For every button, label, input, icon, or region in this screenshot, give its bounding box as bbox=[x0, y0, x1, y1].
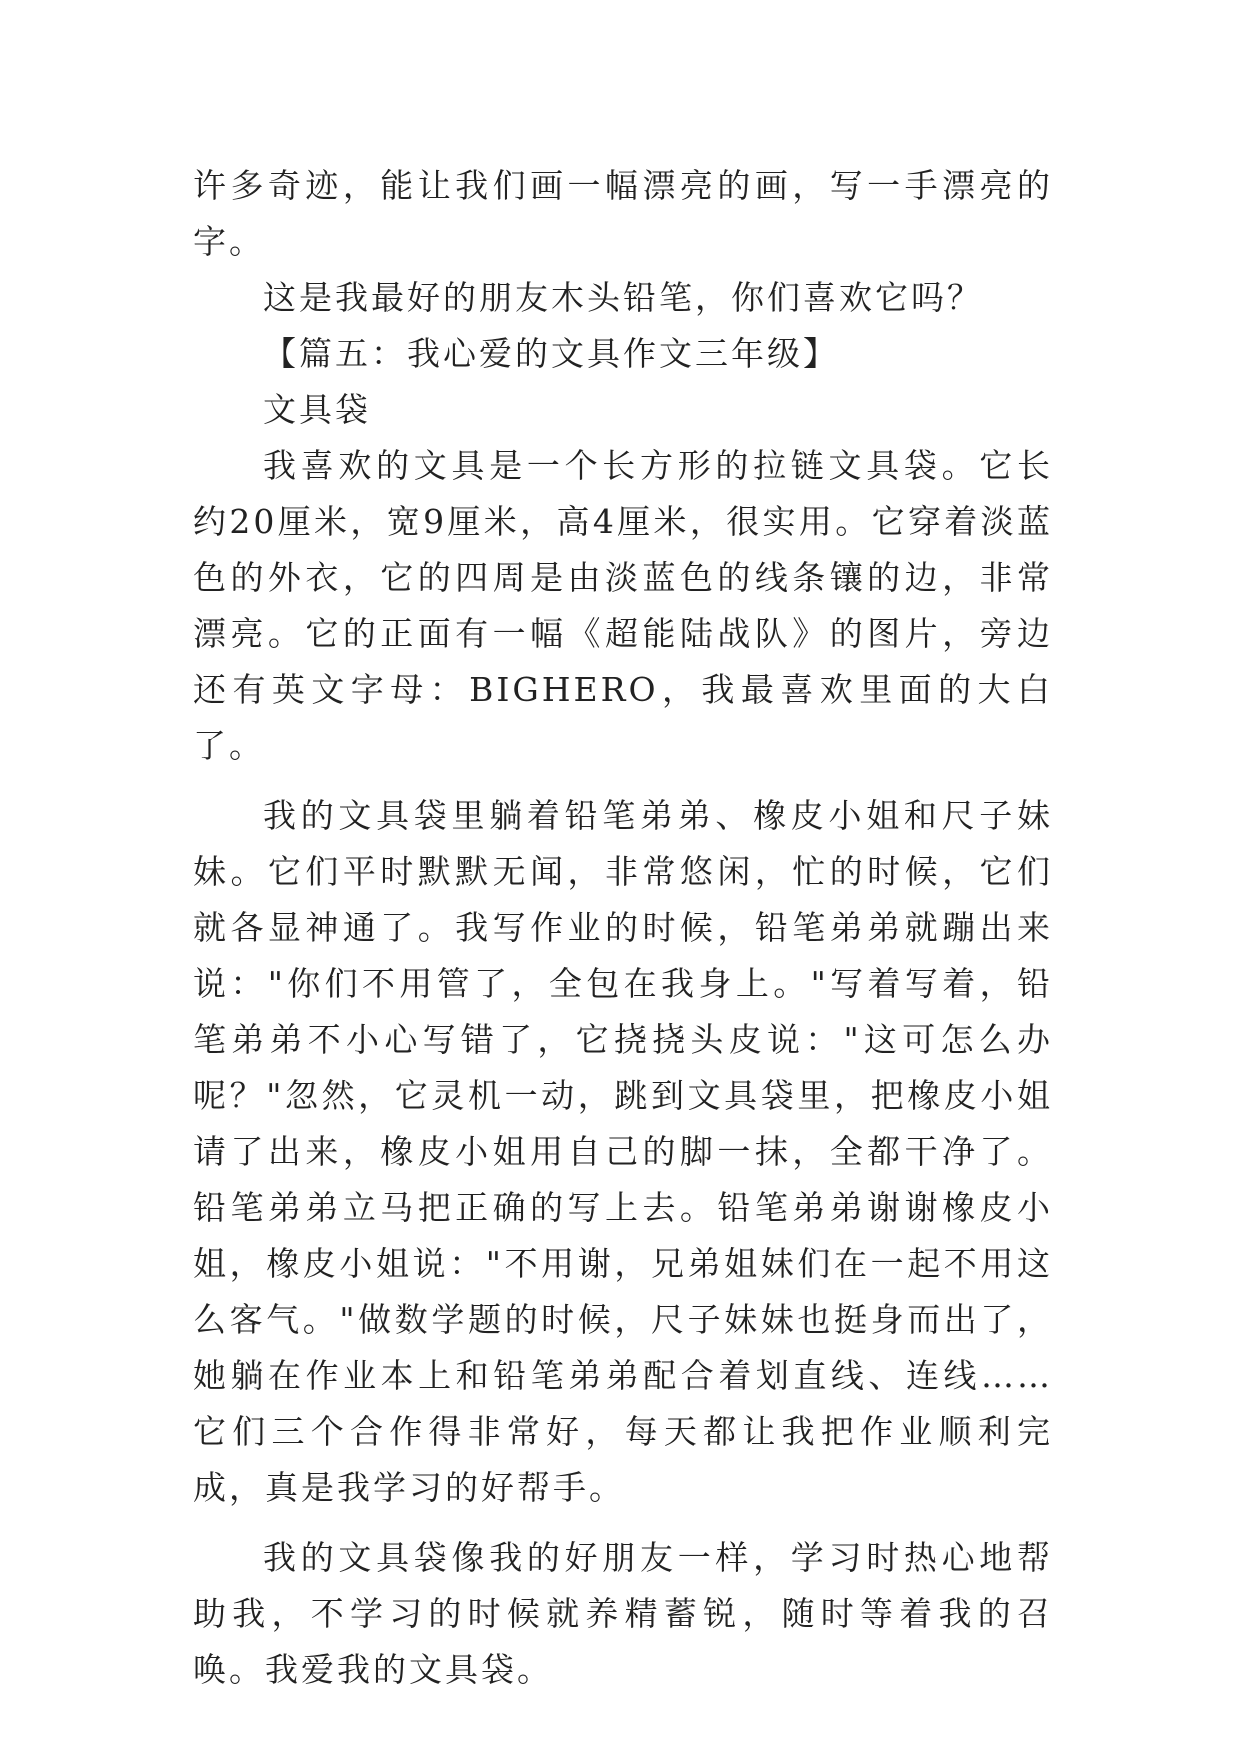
paragraph-story: 我的文具袋里躺着铅笔弟弟、橡皮小姐和尺子妹妹。它们平时默默无闻，非常悠闲，忙的时候，它们就各显神通了。我写作业的时候，铅笔弟弟就蹦出来说："你们不用管了，全包在我身上。"写着写着，铅笔弟弟不小心写错了，它挠挠头皮说："这可怎么办呢？"忽然，它灵机一动，跳到文具袋里，把橡皮小姐请了出来，橡皮小姐用自己的脚一抹，全都干净了。铅笔弟弟立马把正确的写上去。铅笔弟弟谢谢橡皮小姐，橡皮小姐说："不用谢，兄弟姐妹们在一起不用这么客气。"做数学题的时候，尺子妹妹也挺身而出了，她躺在作业本上和铅笔弟弟配合着划直线、连线……它们三个合作得非常好，每天都让我把作业顺利完成，真是我学习的好帮手。 bbox=[193, 796, 1053, 1507]
essay-title: 文具袋 bbox=[263, 390, 371, 429]
document-body bbox=[193, 158, 1053, 1698]
paragraph-pencil-closing: 这是我最好的朋友木头铅笔，你们喜欢它吗？ bbox=[263, 278, 983, 317]
section-heading: 【篇五：我心爱的文具作文三年级】 bbox=[263, 334, 839, 373]
paragraph-conclusion: 我的文具袋像我的好朋友一样，学习时热心地帮助我，不学习的时候就养精蓄锐，随时等着我的召唤。我爱我的文具袋。 bbox=[193, 1538, 1053, 1689]
paragraph-continuation: 许多奇迹，能让我们画一幅漂亮的画，写一手漂亮的字。 bbox=[193, 166, 1053, 261]
paragraph-description: 我喜欢的文具是一个长方形的拉链文具袋。它长约20厘米，宽9厘米，高4厘米，很实用。它穿着淡蓝色的外衣，它的四周是由淡蓝色的线条镶的边，非常漂亮。它的正面有一幅《超能陆战队》的图片，旁边还有英文字母：BIGHERO，我最喜欢里面的大白了。 bbox=[193, 446, 1053, 765]
